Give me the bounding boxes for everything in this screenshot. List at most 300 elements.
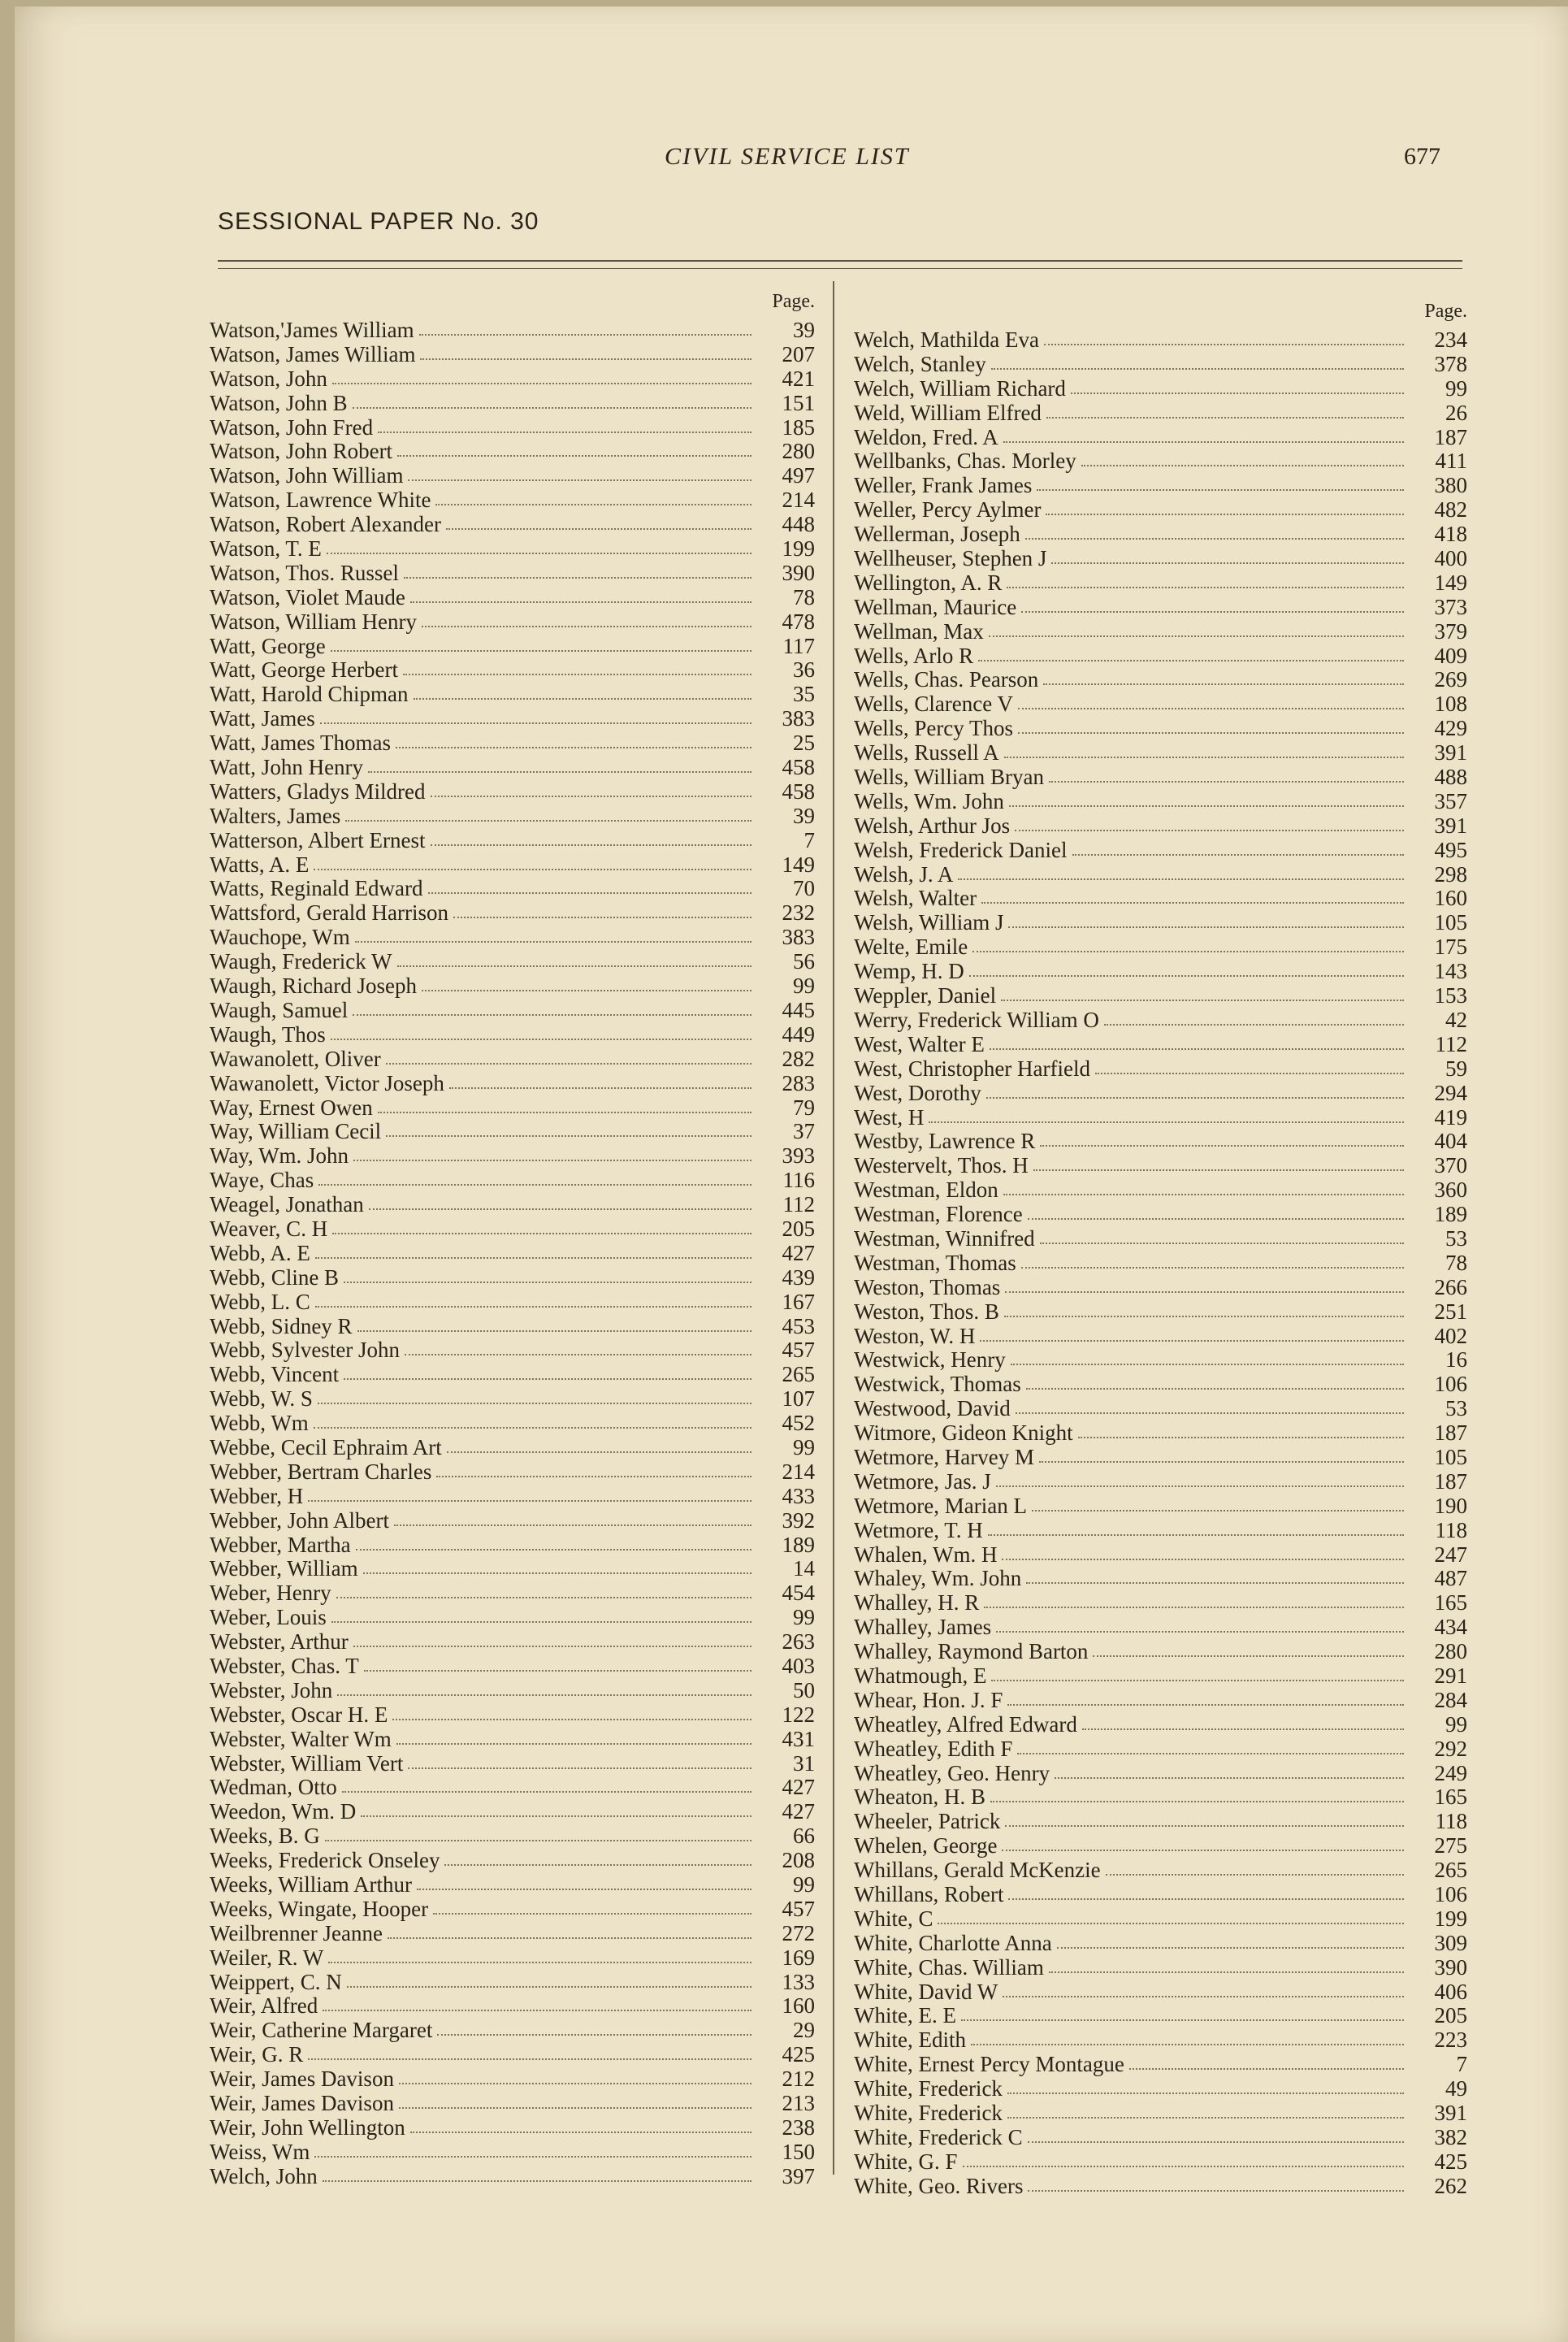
dot-leader (980, 1340, 1404, 1342)
list-item (854, 1932, 1467, 1956)
entry-page: 382 (1434, 2124, 1467, 2149)
entry-name: Welsh, Walter (854, 886, 977, 911)
entry-name: Westervelt, Thos. H (854, 1153, 1029, 1178)
list-item (854, 1956, 1467, 1980)
entry-name: Whillans, Robert (854, 1882, 1004, 1906)
list-item (854, 1348, 1467, 1373)
entry-page: 439 (782, 1264, 815, 1290)
entry-name: Webster, Arthur (210, 1629, 349, 1655)
entry-page: 234 (1434, 327, 1467, 352)
entry-name: White, G. F (854, 2149, 958, 2174)
list-item (854, 498, 1467, 523)
list-item (854, 1300, 1467, 1325)
dot-leader (327, 553, 752, 554)
entry-name: Webster, Chas. T (210, 1653, 359, 1678)
dot-leader (364, 1670, 752, 1672)
entry-page: 59 (1445, 1056, 1467, 1081)
entry-name: Walters, James (210, 803, 341, 828)
dot-leader (938, 1923, 1404, 1924)
entry-page: 458 (782, 778, 815, 804)
entry-page: 49 (1445, 2076, 1467, 2101)
dot-leader (344, 1378, 752, 1380)
entry-name: Weiss, Wm (210, 2139, 310, 2164)
list-item (210, 1387, 815, 1412)
list-item (210, 1971, 815, 1995)
list-item (854, 2028, 1467, 2053)
entry-page: 149 (782, 852, 815, 877)
dot-leader (1106, 1874, 1404, 1876)
list-item (210, 1144, 815, 1169)
dot-leader (331, 650, 752, 652)
list-item (210, 440, 815, 464)
entry-name: Watson, John (210, 366, 327, 391)
list-item (854, 547, 1467, 571)
dot-leader (431, 796, 752, 797)
entry-page: 433 (782, 1483, 815, 1508)
entry-page: 187 (1434, 1468, 1467, 1494)
entry-name: Watt, James (210, 706, 315, 731)
entry-name: Welch, Mathilda Eva (854, 327, 1039, 352)
dot-leader (331, 1621, 752, 1623)
dot-leader (1007, 2093, 1404, 2094)
entry-page: 249 (1434, 1760, 1467, 1785)
dot-leader (314, 869, 752, 870)
entry-page: 99 (793, 974, 815, 999)
entry-name: Wheatley, Geo. Henry (854, 1760, 1050, 1785)
entry-page: 26 (1445, 400, 1467, 425)
dot-leader (1007, 1704, 1404, 1706)
entry-name: Watt, George (210, 633, 326, 658)
entry-name: Whalley, Raymond Barton (854, 1639, 1089, 1664)
entry-name: Wells, Clarence V (854, 692, 1014, 717)
dot-leader (1004, 1316, 1404, 1317)
running-head (15, 143, 1568, 176)
list-item (210, 1338, 815, 1363)
dot-leader (342, 1791, 752, 1793)
dot-leader (378, 1112, 752, 1113)
dot-leader (972, 951, 1404, 952)
entry-name: Watt, John Henry (210, 755, 364, 780)
entry-page: 39 (793, 803, 815, 828)
entry-name: Weld, William Elfred (854, 400, 1042, 425)
entry-name: Webster, John (210, 1677, 333, 1702)
entry-page: 53 (1445, 1225, 1467, 1251)
entry-name: Weaver, C. H (210, 1216, 328, 1241)
dot-leader (1032, 1510, 1404, 1511)
list-item (210, 853, 815, 878)
list-item (854, 1616, 1467, 1640)
list-item (210, 1800, 815, 1824)
entry-page: 167 (782, 1289, 815, 1314)
entry-page: 207 (782, 341, 815, 366)
entry-name: Whillans, Gerald McKenzie (854, 1858, 1101, 1883)
dot-leader (1037, 489, 1404, 491)
dot-leader (1049, 781, 1404, 783)
list-item (210, 2140, 815, 2165)
entry-name: Webb, Sylvester John (210, 1338, 401, 1363)
entry-page: 105 (1434, 910, 1467, 935)
entry-page: 37 (793, 1119, 815, 1144)
entry-name: Weir, James Davison (210, 2091, 394, 2116)
dot-leader (1001, 1000, 1404, 1001)
entry-page: 165 (1434, 1590, 1467, 1616)
entry-name: White, Chas. William (854, 1954, 1044, 1980)
entry-name: Westby, Lawrence R (854, 1129, 1036, 1154)
list-item (210, 416, 815, 440)
entry-name: Way, William Cecil (210, 1119, 382, 1144)
entry-name: Watt, George Herbert (210, 657, 398, 683)
dot-leader (431, 844, 752, 846)
list-item (210, 1994, 815, 2019)
dot-leader (347, 1986, 752, 1988)
dot-leader (394, 1524, 752, 1526)
list-item (210, 926, 815, 950)
entry-name: Wells, Arlo R (854, 643, 974, 668)
list-item (210, 562, 815, 586)
entry-name: White, Charlotte Anna (854, 1930, 1052, 1955)
list-item (210, 901, 815, 926)
entry-name: Wells, William Bryan (854, 765, 1044, 790)
entry-page: 418 (1434, 522, 1467, 547)
dot-leader (368, 771, 752, 773)
dot-leader (1018, 732, 1404, 734)
dot-leader (353, 407, 752, 409)
dot-leader (1005, 1291, 1404, 1293)
dot-leader (996, 1485, 1404, 1487)
list-item (210, 1581, 815, 1606)
entry-page: 409 (1434, 643, 1467, 668)
list-item (210, 537, 815, 562)
entry-name: Weber, Henry (210, 1581, 331, 1606)
header-rule-secondary (218, 268, 1462, 269)
entry-name: Whear, Hon. J. F (854, 1687, 1003, 1712)
dot-leader (386, 1063, 752, 1065)
dot-leader (318, 1184, 752, 1186)
entry-page: 78 (793, 584, 815, 609)
dot-leader (446, 528, 752, 530)
entry-page: 112 (1435, 1031, 1467, 1056)
dot-leader (314, 1427, 752, 1429)
entry-name: Webb, L. C (210, 1289, 310, 1314)
list-item (210, 658, 815, 683)
list-item (210, 1023, 815, 1047)
entry-page: 400 (1434, 546, 1467, 571)
entry-page: 223 (1434, 2028, 1467, 2053)
entry-name: Weeks, Wingate, Hooper (210, 1896, 429, 1921)
entry-page: 78 (1445, 1250, 1467, 1275)
dot-leader (435, 504, 752, 505)
dot-leader (1028, 1218, 1404, 1220)
entry-name: Webster, William Vert (210, 1750, 404, 1776)
list-item (210, 513, 815, 537)
entry-page: 66 (793, 1824, 815, 1849)
entry-name: Welch, John (210, 2163, 318, 2188)
entry-name: Weir, G. R (210, 2042, 304, 2067)
list-item (854, 1082, 1467, 1106)
entry-name: Webber, Bertram Charles (210, 1459, 432, 1484)
entry-name: Webb, Sidney R (210, 1313, 353, 1338)
entry-page: 53 (1445, 1396, 1467, 1421)
list-item (210, 1509, 815, 1533)
entry-name: Way, Ernest Owen (210, 1095, 373, 1120)
entry-page: 487 (1434, 1566, 1467, 1591)
list-item (210, 1655, 815, 1679)
dot-leader (369, 1208, 752, 1210)
entry-page: 262 (1434, 2173, 1467, 2198)
dot-leader (1078, 1437, 1404, 1438)
list-item (210, 2116, 815, 2140)
list-item (210, 731, 815, 756)
list-item (854, 863, 1467, 887)
list-item (210, 1315, 815, 1339)
dot-leader (388, 1937, 752, 1939)
entry-page: 214 (782, 1459, 815, 1484)
dot-leader (1051, 562, 1404, 564)
entry-name: Watterson, Albert Ernest (210, 827, 426, 852)
dot-leader (353, 1646, 752, 1647)
dot-leader (1081, 465, 1404, 466)
entry-page: 291 (1434, 1663, 1467, 1688)
list-item (854, 2126, 1467, 2150)
entry-page: 425 (782, 2042, 815, 2067)
dot-leader (422, 626, 752, 627)
entry-name: Wheatley, Alfred Edward (854, 1711, 1077, 1737)
entry-page: 31 (793, 1750, 815, 1776)
dot-leader (331, 1039, 752, 1040)
list-item (854, 474, 1467, 498)
entry-name: Webber, Martha (210, 1532, 351, 1557)
entry-page: 397 (782, 2163, 815, 2188)
dot-leader (963, 2166, 1404, 2167)
entry-name: Wawanolett, Oliver (210, 1046, 381, 1071)
entry-page: 272 (782, 1920, 815, 1945)
dot-leader (428, 892, 752, 894)
list-item (210, 1047, 815, 1072)
entry-name: Weston, Thomas (854, 1274, 1001, 1299)
dot-leader (378, 432, 752, 433)
list-item (210, 1873, 815, 1897)
list-item (210, 1485, 815, 1509)
list-item (854, 2053, 1467, 2077)
entry-name: Welsh, William J (854, 910, 1004, 935)
list-item (210, 1436, 815, 1460)
dot-leader (1040, 1243, 1404, 1244)
list-item (210, 1217, 815, 1242)
dot-leader (386, 1135, 752, 1137)
entry-page: 118 (1435, 1517, 1467, 1542)
entry-name: Wawanolett, Victor Joseph (210, 1070, 444, 1095)
list-item (854, 449, 1467, 474)
list-item (210, 780, 815, 805)
entry-name: Webster, Walter Wm (210, 1726, 392, 1751)
entry-page: 187 (1434, 1420, 1467, 1446)
dot-leader (323, 2180, 752, 2182)
entry-name: Wheaton, H. B (854, 1785, 985, 1810)
list-item (854, 2004, 1467, 2028)
entry-name: Watson, Thos. Russel (210, 560, 399, 585)
list-item (210, 1169, 815, 1193)
entry-name: Wellman, Max (854, 618, 984, 644)
entry-page: 391 (1434, 813, 1467, 838)
entry-page: 122 (782, 1702, 815, 1727)
entry-name: Watson, John B (210, 390, 348, 415)
entry-page: 106 (1434, 1372, 1467, 1397)
entry-name: Weir, James Davison (210, 2067, 394, 2092)
page (15, 7, 1568, 2342)
dot-leader (1008, 1898, 1404, 1900)
list-item (854, 1907, 1467, 1932)
dot-leader (337, 1694, 752, 1696)
list-item (854, 1567, 1467, 1591)
list-item (854, 1446, 1467, 1470)
entry-page: 427 (782, 1775, 815, 1800)
list-item (854, 1251, 1467, 1276)
entry-name: White, Frederick (854, 2076, 1003, 2101)
entry-name: Westwood, David (854, 1396, 1011, 1421)
entry-page: 99 (1445, 1711, 1467, 1737)
dot-leader (356, 1549, 752, 1550)
list-item (854, 1519, 1467, 1543)
entry-page: 214 (782, 488, 815, 513)
dot-leader (1028, 2141, 1404, 2143)
dot-leader (929, 1121, 1404, 1123)
entry-name: Weagel, Jonathan (210, 1192, 364, 1217)
dot-leader (408, 479, 752, 481)
dot-leader (410, 601, 752, 603)
list-item (854, 911, 1467, 935)
dot-leader (417, 1889, 752, 1890)
dot-leader (408, 1767, 752, 1769)
dot-leader (1017, 1753, 1404, 1754)
list-item (854, 765, 1467, 790)
list-item (210, 2092, 815, 2116)
entry-name: Webbe, Cecil Ephraim Art (210, 1434, 442, 1459)
entry-page: 99 (793, 1434, 815, 1459)
list-item (854, 1203, 1467, 1227)
entry-page: 280 (1434, 1639, 1467, 1664)
list-item (854, 741, 1467, 765)
dot-leader (397, 455, 752, 457)
list-item (854, 1762, 1467, 1786)
dot-leader (410, 2132, 752, 2133)
entry-name: Webber, William (210, 1556, 358, 1581)
list-item (210, 2067, 815, 2092)
list-item (210, 1363, 815, 1387)
entry-name: West, Walter E (854, 1031, 985, 1056)
entry-name: Wellheuser, Stephen J (854, 546, 1047, 571)
entry-page: 392 (782, 1507, 815, 1533)
entry-name: Waugh, Richard Joseph (210, 974, 418, 999)
entry-page: 402 (1434, 1323, 1467, 1348)
entry-name: Wattsford, Gerald Harrison (210, 900, 448, 926)
dot-leader (453, 917, 752, 918)
list-item (210, 1290, 815, 1315)
list-item (854, 1276, 1467, 1300)
list-item (210, 1072, 815, 1096)
list-item (854, 620, 1467, 644)
entry-page: 39 (793, 318, 815, 342)
entry-name: White, Frederick C (854, 2124, 1023, 2149)
dot-leader (318, 1403, 752, 1404)
list-item (854, 1713, 1467, 1737)
list-item (210, 392, 815, 416)
entry-page: 189 (1434, 1202, 1467, 1227)
list-item (210, 586, 815, 610)
entry-page: 7 (1456, 2052, 1467, 2077)
entry-page: 457 (782, 1338, 815, 1363)
entry-page: 427 (782, 1799, 815, 1824)
list-item (210, 635, 815, 659)
dot-leader (345, 820, 752, 822)
entry-page: 185 (782, 414, 815, 440)
entry-page: 107 (782, 1386, 815, 1412)
entry-name: Wells, Percy Thos (854, 716, 1014, 741)
entry-page: 208 (782, 1848, 815, 1873)
list-item (854, 596, 1467, 620)
entry-name: Welte, Emile (854, 935, 968, 960)
dot-leader (1007, 587, 1404, 588)
entry-name: Weston, Thos. B (854, 1299, 999, 1324)
dot-leader (420, 358, 752, 360)
dot-leader (419, 334, 752, 336)
entry-name: Wetmore, Marian L (854, 1493, 1027, 1518)
dot-leader (1021, 1267, 1404, 1269)
dot-leader (1028, 2190, 1404, 2192)
entry-page: 79 (793, 1095, 815, 1120)
entry-name: Wetmore, T. H (854, 1517, 983, 1542)
list-item (854, 839, 1467, 863)
entry-name: Whalley, H. R (854, 1590, 980, 1616)
entry-name: Whalley, James (854, 1615, 992, 1640)
entry-page: 112 (782, 1192, 815, 1217)
entry-name: Watson, John Robert (210, 439, 393, 464)
dot-leader (444, 1864, 752, 1866)
entry-page: 106 (1434, 1882, 1467, 1906)
dot-leader (1129, 2068, 1404, 2070)
dot-leader (433, 1913, 752, 1915)
entry-name: Webber, H (210, 1483, 304, 1508)
entry-page: 454 (782, 1581, 815, 1606)
entry-page: 187 (1434, 424, 1467, 449)
entry-page: 448 (782, 512, 815, 537)
list-item (210, 1193, 815, 1217)
entry-name: Westman, Winnifred (854, 1225, 1035, 1251)
entry-name: Wedman, Otto (210, 1775, 337, 1800)
list-item (210, 1897, 815, 1922)
entry-page: 105 (1434, 1444, 1467, 1469)
entry-page: 379 (1434, 618, 1467, 644)
dot-leader (353, 1160, 752, 1161)
entry-name: Westman, Thomas (854, 1250, 1016, 1275)
list-item (210, 805, 815, 829)
dot-leader (1043, 683, 1404, 685)
entry-name: West, Christopher Harfield (854, 1056, 1091, 1081)
dot-leader (1005, 1825, 1404, 1827)
entry-page: 50 (793, 1677, 815, 1702)
dot-leader (449, 1087, 752, 1089)
entry-page: 169 (782, 1945, 815, 1970)
dot-leader (437, 2034, 752, 2036)
dot-leader (1018, 708, 1404, 709)
dot-leader (332, 383, 752, 384)
dot-leader (1007, 2117, 1404, 2119)
dot-leader (958, 878, 1404, 880)
entry-name: Watson, John Fred (210, 414, 374, 440)
dot-leader (436, 1476, 752, 1477)
entry-page: 488 (1434, 765, 1467, 790)
dot-leader (403, 674, 752, 675)
entry-page: 36 (793, 657, 815, 683)
